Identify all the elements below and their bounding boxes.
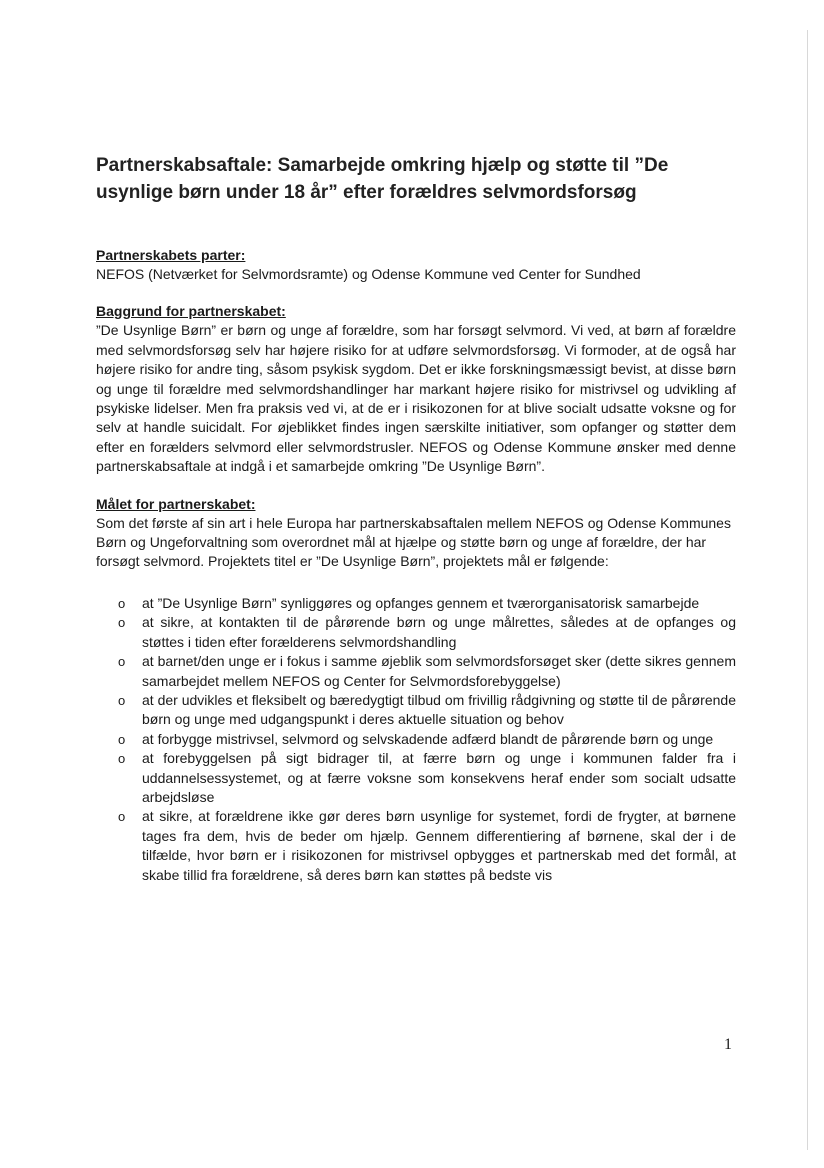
goal-text: at sikre, at forældrene ikke gør deres børn usynlige for systemet, fordi de frygter, at børnene tages fra dem, hvis de beder om hjælp. Gennem differentiering af børnene, skal der i de tilfælde, hvor børn er i risikozonen for mistrivsel opbygges et partnerskab med det formål, at skabe tillid fra forældrene, så deres børn kan støttes på bedste vis [142,808,736,883]
section-heading-goal: Målet for partnerskabet: [96,495,256,512]
section-body-goal: Som det første af sin art i hele Europa har partnerskabsaftalen mellem NEFOS og Odense Kommunes Børn og Ungeforvaltning som overordnet mål at hjælpe og støtte børn og unge af forældre, der har forsøgt selvmord. Projektets titel er ”De Usynlige Børn”, projektets mål er følgende: [96,514,731,570]
section-goal [96,495,736,885]
goal-text: at sikre, at kontakten til de pårørende børn og unge målrettes, således at de opfanges og støttes i tiden efter forælderens selvmordshandling [142,614,736,650]
goal-text: at der udvikles et fleksibelt og bæredygtigt tilbud om frivillig rådgivning og støtte til de pårørende børn og unge med udgangspunkt i deres aktuelle situation og behov [142,691,736,728]
bullet-icon: o [118,809,126,825]
bullet-icon: o [118,595,126,611]
bullet-icon: o [118,692,126,708]
goal-text: at ”De Usynlige Børn” synliggøres og opfanges gennem et tværorganisatorisk samarbejde [142,594,700,611]
section-heading-background: Baggrund for partnerskabet: [96,303,286,320]
document-page [96,152,736,903]
section-body-background: ”De Usynlige Børn” er børn og unge af forældre, som har forsøgt selvmord. Vi ved, at børn af forældre med selvmordsforsøg selv har højere risiko for at udføre selvmordsforsøg. Vi formoder, at de også har højere risiko for andre ting, såsom psykisk sygdom. Det er ikke forskningsmæssigt bevist, at disse børn og unge til forældre med selvmordshandlinger har markant højere risiko for mistrivsel og udvikling af psykiske lidelser. Men fra praksis ved vi, at de er i risikozonen for at blive socialt udsatte voksne og for selv at handle suicidalt. For øjeblikket findes ingen særskilte initiativer, som opfanger og støtter dem efter en forælders selvmord eller selvmordstrusler. NEFOS og Odense Kommune ønsker med denne partnerskabsaftale at indgå i et samarbejde omkring ”De Usynlige Børn”. [96,322,736,475]
bullet-icon: o [118,731,126,747]
list-item [96,613,736,652]
list-item [96,652,736,691]
list-item [96,749,736,807]
list-item [96,594,736,613]
list-item [96,730,736,749]
page-number: 1 [724,1036,732,1053]
bullet-icon: o [118,615,126,631]
section-background [96,302,736,476]
goals-list [96,594,736,885]
bullet-icon: o [118,751,126,767]
section-body-parties: NEFOS (Netværket for Selvmordsramte) og Odense Kommune ved Center for Sundhed [96,266,641,282]
bullet-icon: o [118,654,126,670]
list-item [96,691,736,730]
goal-text: at forebyggelsen på sigt bidrager til, at færre børn og unge i kommunen falder fra i uddannelsessystemet, og at færre voksne som konsekvens heraf ender som socialt udsatte arbejdsløse [142,750,736,805]
scan-edge-line [807,30,808,1150]
goal-text: at barnet/den unge er i fokus i samme øjeblik som selvmordsforsøget sker (dette sikres gennem samarbejdet mellem NEFOS og Center for Selvmordsforebyggelse) [142,653,736,689]
list-item [96,807,736,885]
section-parties [96,246,736,284]
section-heading-parties: Partnerskabets parter: [96,247,246,263]
document-title: Partnerskabsaftale: Samarbejde omkring hjælp og støtte til ”De usynlige børn under 18 år” efter forældres selvmordsforsøg [96,155,669,203]
goal-text: at forbygge mistrivsel, selvmord og selvskadende adfærd blandt de pårørende børn og unge [142,730,714,747]
